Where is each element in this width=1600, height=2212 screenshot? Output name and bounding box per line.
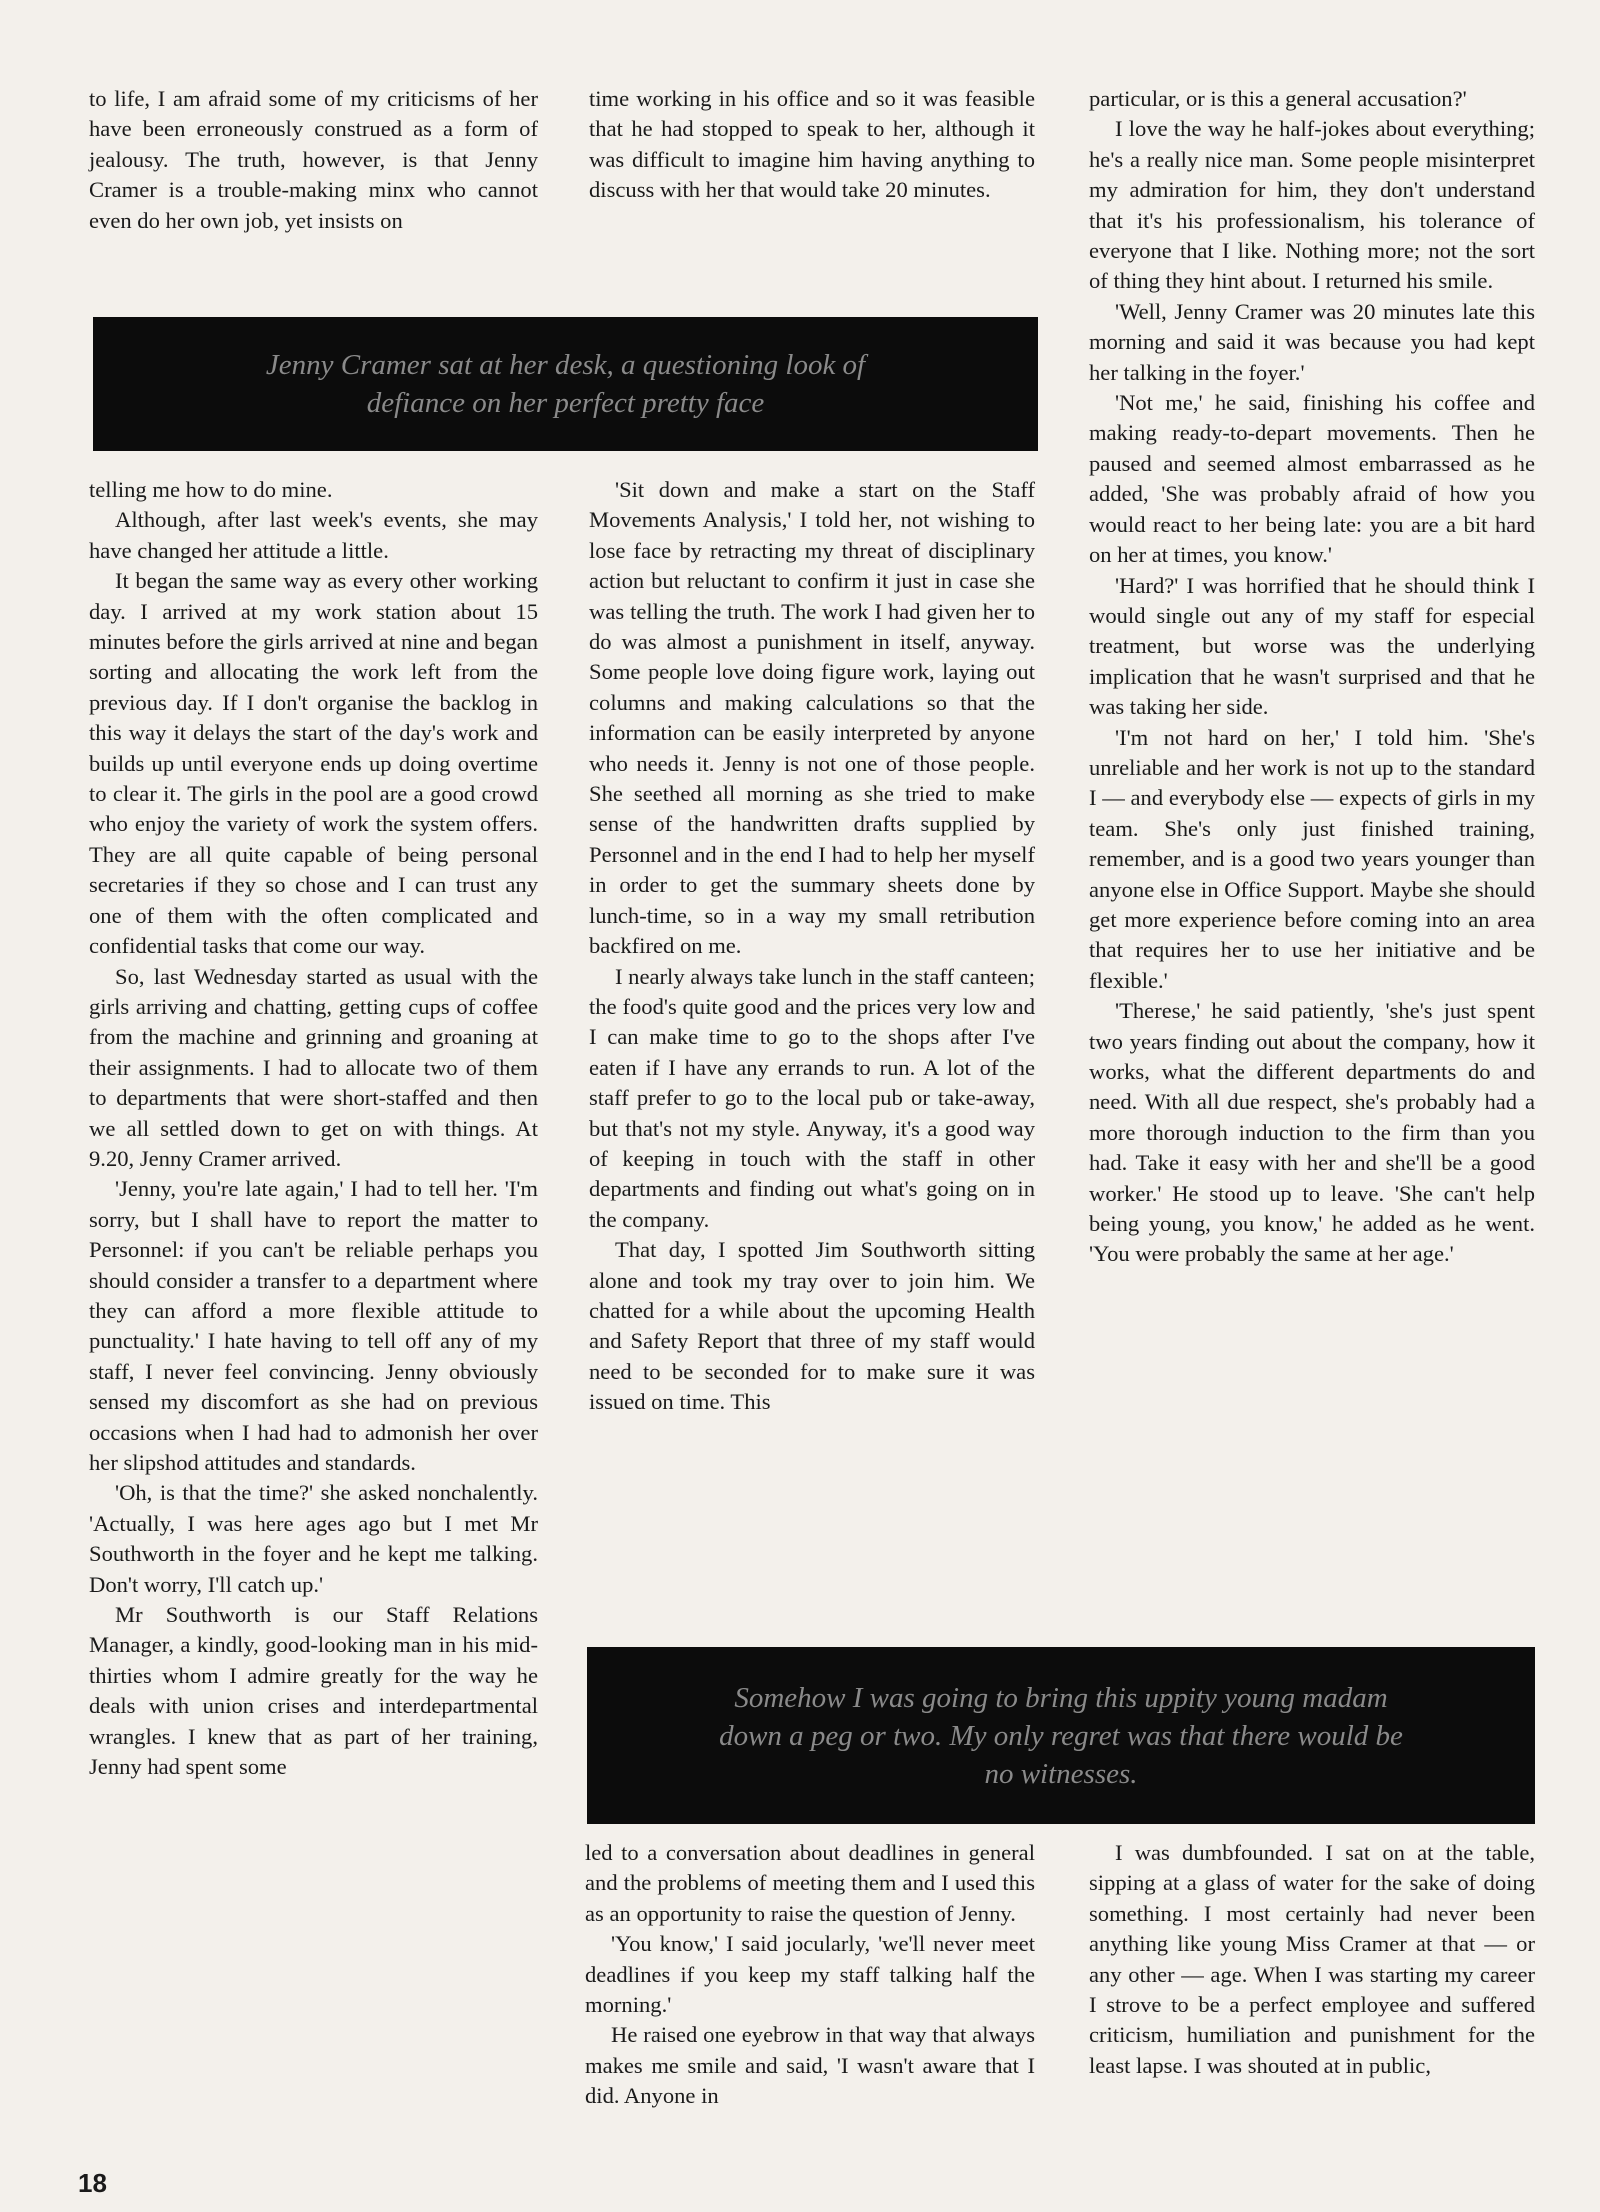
paragraph: 'Jenny, you're late again,' I had to tell her. 'I'm sorry, but I shall have to report the matter to Personnel: if you can't be reliable perhaps you should consider a transfer to a department where they can afford a more flexible attitude to punctuality.' I hate having to tell off any of my staff, I never feel convincing. Jenny obviously sensed my discomfort as she had on previous occasions when I had had to admonish her over her slipshod attitudes and standards. (89, 1176, 538, 1475)
paragraph: 'You know,' I said jocularly, 'we'll never meet deadlines if you keep my staff talking half the morning.' (585, 1931, 1035, 2018)
column-1-main (89, 475, 538, 1782)
column-1-top (89, 84, 538, 236)
pullquote-1 (93, 317, 1038, 451)
column-2-top (589, 84, 1035, 206)
paragraph: 'Oh, is that the time?' she asked nonchalently. 'Actually, I was here ages ago but I met Mr Southworth in the foyer and he kept me talking. Don't worry, I'll catch up.' (89, 1480, 538, 1597)
pullquote-line: defiance on her perfect pretty face (366, 387, 765, 419)
paragraph: to life, I am afraid some of my criticisms of her have been erroneously construed as a form of jealousy. The truth, however, is that Jenny Cramer is a trouble-making minx who cannot even do her own job, yet insists on (89, 86, 538, 233)
pullquote-2 (587, 1647, 1535, 1824)
pullquote-line: down a peg or two. My only regret was that there would be (719, 1719, 1403, 1752)
page-number: 18 (78, 2168, 107, 2198)
paragraph: 'I'm not hard on her,' I told him. 'She's unreliable and her work is not up to the standard I — and everybody else — expects of girls in my team. She's only just finished training, remember, and is a good two years younger than anyone else in Office Support. Maybe she should get more experience before coming into an area that requires her to use her initiative and be flexible.' (1089, 724, 1535, 993)
paragraph: 'Hard?' I was horrified that he should think I would single out any of my staff for especial treatment, but worse was the underlying implication that he wasn't surprised and that he was taking her side. (1089, 572, 1535, 720)
paragraph: I nearly always take lunch in the staff canteen; the food's quite good and the prices very low and I can make time to go to the shops after I've eaten if I have any errands to run. A lot of the staff prefer to go to the local pub or take-away, but that's not my style. Anyway, it's a good way of keeping in touch with the staff in other departments and finding out what's going on in the company. (589, 963, 1035, 1232)
paragraph: Mr Southworth is our Staff Relations Manager, a kindly, good-looking man in his mid-thirties whom I admire greatly for the way he deals with union crises and interdepartmental wrangles. I knew that as part of her training, Jenny had spent some (89, 1602, 538, 1780)
column-2-main (589, 475, 1035, 1418)
paragraph: I was dumbfounded. I sat on at the table, sipping at a glass of water for the sake of doing something. I most certainly had never been anything like young Miss Cramer at that — or any other — age. When I was starting my career I strove to be a perfect employee and suffered criticism, humiliation and punishment for the least lapse. I was shouted at in public, (1089, 1840, 1535, 2078)
paragraph: led to a conversation about deadlines in general and the problems of meeting them and I used this as an opportunity to raise the question of Jenny. (585, 1840, 1035, 1926)
paragraph: 'Not me,' he said, finishing his coffee and making ready-to-depart movements. Then he paused and seemed almost embarrassed as he added, 'She was probably afraid of how you would react to her being late: you are a bit hard on her at times, you know.' (1089, 390, 1535, 568)
column-3-main (1089, 84, 1535, 1270)
paragraph: That day, I spotted Jim Southworth sitting alone and took my tray over to join him. We chatted for a while about the upcoming Health and Safety Report that three of my staff would need to be seconded for to make sure it was issued on time. This (589, 1237, 1035, 1415)
paragraph: time working in his office and so it was feasible that he had stopped to speak to her, although it was difficult to imagine him having anything to discuss with her that would take 20 minutes. (589, 86, 1035, 203)
paragraph: particular, or is this a general accusation?' (1089, 86, 1467, 111)
paragraph: telling me how to do mine. (89, 477, 333, 502)
paragraph: He raised one eyebrow in that way that always makes me smile and said, 'I wasn't aware that I did. Anyone in (585, 2022, 1035, 2109)
paragraph: It began the same way as every other working day. I arrived at my work station about 15 minutes before the girls arrived at nine and began sorting and allocating the work left from the previous day. If I don't organise the backlog in this way it delays the start of the day's work and builds up until everyone ends up doing overtime to clear it. The girls in the pool are a good crowd who enjoy the variety of work the system offers. They are all quite capable of being personal secretaries if they so chose and I can trust any one of them with the often complicated and confidential tasks that come our way. (89, 568, 538, 959)
paragraph: 'Therese,' he said patiently, 'she's just spent two years finding out about the company, how it works, what the different departments do and need. With all due respect, she's probably had a more thorough induction to the firm than you had. Take it easy with her and she'll be a good worker.' He stood up to leave. 'She can't help being young, you know,' he added as he went. 'You were probably the same at her age.' (1089, 998, 1535, 1267)
paragraph: 'Well, Jenny Cramer was 20 minutes late this morning and said it was because you had kept her talking in the foyer.' (1089, 298, 1535, 385)
pullquote-line: no witnesses. (984, 1757, 1138, 1790)
column-2-bottom (585, 1838, 1035, 2112)
paragraph: Although, after last week's events, she may have changed her attitude a little. (89, 507, 538, 563)
paragraph: I love the way he half-jokes about everything; he's a really nice man. Some people misinterpret my admiration for him, they don't understand that it's his professionalism, his tolerance of everyone that I like. Nothing more; not the sort of thing they hint about. I returned his smile. (1089, 116, 1535, 294)
pullquote-line: Jenny Cramer sat at her desk, a questioning look of (265, 349, 866, 381)
paragraph: So, last Wednesday started as usual with the girls arriving and chatting, getting cups of coffee from the machine and grinning and groaning at their assignments. I had to allocate two of them to departments that were short-staffed and then we all settled down to get on with things. At 9.20, Jenny Cramer arrived. (89, 963, 538, 1171)
pullquote-line: Somehow I was going to bring this uppity young madam (734, 1681, 1388, 1714)
paragraph: 'Sit down and make a start on the Staff Movements Analysis,' I told her, not wishing to lose face by retracting my threat of disciplinary action but reluctant to confirm it just in case she was telling the truth. The work I had given her to do was almost a punishment in itself, anyway. Some people love doing figure work, laying out columns and making calculations so that the information can be easily interpreted by anyone who needs it. Jenny is not one of those people. She seethed all morning as she tried to make sense of the handwritten drafts supplied by Personnel and in the end I had to help her myself in order to get the summary sheets done by lunch-time, so in a way my small retribution backfired on me. (589, 477, 1035, 959)
column-3-bottom (1089, 1838, 1535, 2081)
